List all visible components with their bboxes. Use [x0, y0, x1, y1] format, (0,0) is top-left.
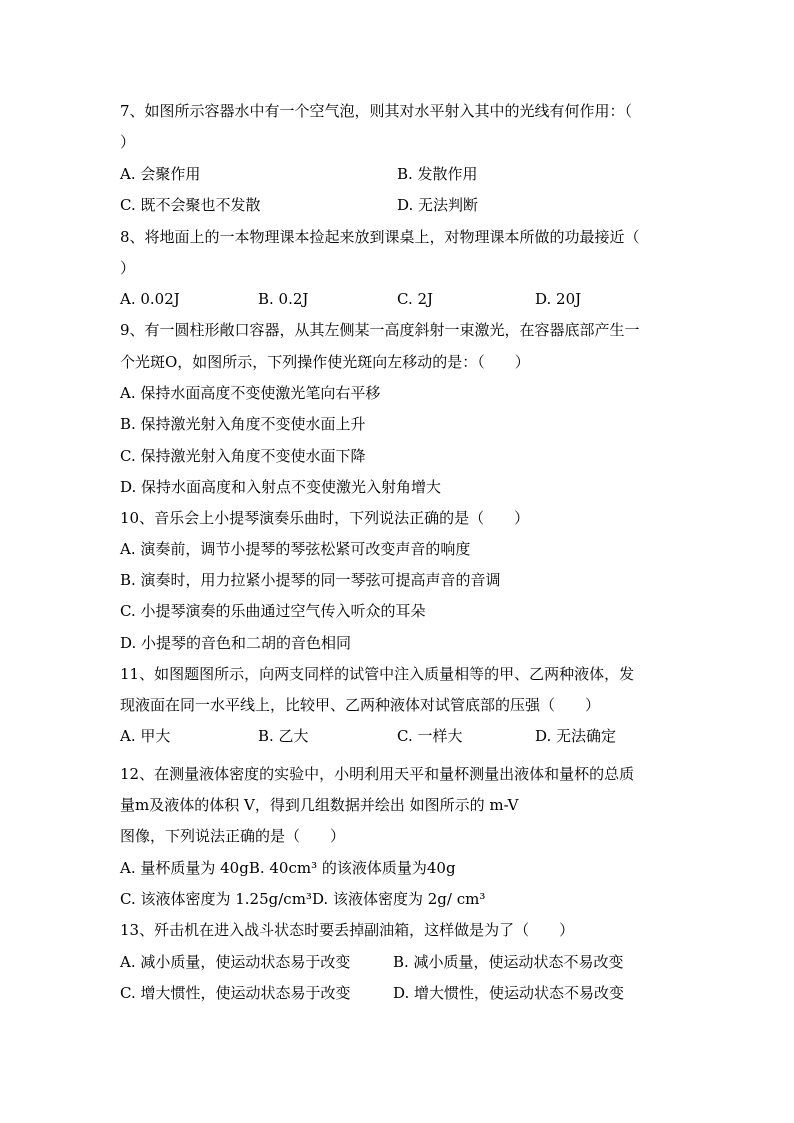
q11-option-b: B. 乙大: [258, 727, 309, 745]
q10-option-d: D. 小提琴的音色和二胡的音色相同: [120, 634, 352, 652]
q10-option-a: A. 演奏前，调节小提琴的琴弦松紧可改变声音的响度: [120, 540, 471, 558]
q11-option-c: C. 一样大: [397, 727, 463, 745]
q11-option-d: D. 无法确定: [535, 727, 617, 745]
q13-option-d: D. 增大惯性，使运动状态不易改变: [393, 984, 625, 1002]
q8-option-c: C. 2J: [397, 290, 434, 308]
q9-stem-line-1: 9、有一圆柱形敞口容器，从其左侧某一高度斜射一束激光，在容器底部产生一: [120, 321, 640, 339]
q11-stem-line-1: 11、如图题图所示，向两支同样的试管中注入质量相等的甲、乙两种液体，发: [120, 665, 635, 683]
q9-option-d: D. 保持水面高度和入射点不变使激光入射角增大: [120, 478, 442, 496]
q8-option-a: A. 0.02J: [120, 290, 180, 308]
q13-option-a: A. 减小质量，使运动状态易于改变: [120, 953, 351, 971]
q10-stem-line-1: 10、音乐会上小提琴演奏乐曲时，下列说法正确的是（ ）: [120, 509, 530, 527]
q9-option-b: B. 保持激光射入角度不变使水面上升: [120, 415, 366, 433]
q12-stem-line-3: 图像，下列说法正确的是（ ）: [120, 827, 346, 845]
q7-option-c: C. 既不会聚也不发散: [120, 196, 261, 214]
q11-option-a: A. 甲大: [120, 727, 171, 745]
q13-stem-line-1: 13、歼击机在进入战斗状态时要丢掉副油箱，这样做是为了（ ）: [120, 921, 575, 939]
q10-option-b: B. 演奏时，用力拉紧小提琴的同一琴弦可提高声音的音调: [120, 571, 501, 589]
q13-option-c: C. 增大惯性，使运动状态易于改变: [120, 984, 351, 1002]
q9-option-c: C. 保持激光射入角度不变使水面下降: [120, 447, 366, 465]
q7-stem-line-1: 7、如图所示容器水中有一个空气泡，则其对水平射入其中的光线有何作用：（: [120, 102, 633, 120]
q12-stem-line-2: 量m及液体的体积 V，得到几组数据并绘出 如图所示的 m-V: [120, 796, 519, 814]
q9-stem-line-2: 个光斑O，如图所示，下列操作使光斑向左移动的是：（ ）: [120, 353, 530, 371]
q10-option-c: C. 小提琴演奏的乐曲通过空气传入听众的耳朵: [120, 602, 426, 620]
q9-option-a: A. 保持水面高度不变使激光笔向右平移: [120, 384, 381, 402]
q8-stem-line-2: ）: [120, 259, 136, 277]
q7-stem-line-2: ）: [120, 133, 136, 151]
q7-option-a: A. 会聚作用: [120, 165, 201, 183]
q13-option-b: B. 减小质量，使运动状态不易改变: [393, 953, 624, 971]
q12-options-cd: C. 该液体密度为 1.25g/cm³D. 该液体密度为 2g/ cm³: [120, 890, 486, 908]
q7-option-d: D. 无法判断: [397, 196, 479, 214]
q11-stem-line-2: 现液面在同一水平线上，比较甲、乙两种液体对试管底部的压强（ ）: [120, 696, 601, 714]
q7-option-b: B. 发散作用: [397, 165, 478, 183]
q8-option-b: B. 0.2J: [258, 290, 309, 308]
q8-option-d: D. 20J: [535, 290, 582, 308]
q8-stem-line-1: 8、将地面上的一本物理课本捡起来放到课桌上，对物理课本所做的功最接近（: [120, 228, 640, 246]
q12-options-ab: A. 量杯质量为 40gB. 40cm³ 的该液体质量为40g: [120, 859, 456, 877]
q12-stem-line-1: 12、在测量液体密度的实验中，小明利用天平和量杯测量出液体和量杯的总质: [120, 765, 635, 783]
